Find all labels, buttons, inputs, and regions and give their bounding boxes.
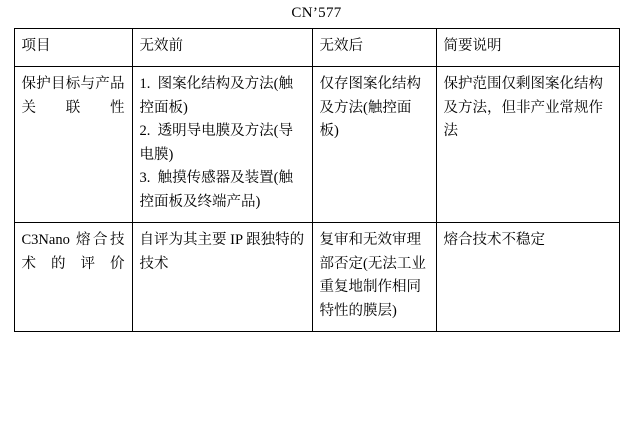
cell-text: 保护目标与产品关联性 bbox=[21, 76, 125, 116]
list-item: 1. 图案化结构及方法(触控面板) bbox=[139, 76, 293, 116]
cell-item bbox=[14, 67, 132, 223]
list-item: 3. 触摸传感器及装置(触控面板及终端产品) bbox=[139, 170, 293, 210]
column-header-note: 简要说明 bbox=[436, 29, 619, 67]
list-item: 自评为其主要 IP 跟独特的技术 bbox=[139, 232, 305, 272]
cell-text: 复审和无效审理部否定(无法工业重复地制作相同特性的膜层) bbox=[319, 232, 426, 319]
cell-text: 保护范围仅剩图案化结构及方法，但非产业常规作法 bbox=[443, 76, 603, 140]
column-header-item: 项目 bbox=[14, 29, 132, 67]
page-title: CN’577 bbox=[291, 5, 342, 21]
cell-note bbox=[436, 67, 619, 223]
table-row bbox=[14, 223, 619, 332]
cell-after bbox=[312, 67, 436, 223]
cell-note bbox=[436, 223, 619, 332]
comparison-table bbox=[14, 28, 620, 332]
table-row bbox=[14, 67, 619, 223]
cell-text: 仅存图案化结构及方法(触控面板) bbox=[319, 76, 421, 140]
cell-before bbox=[132, 223, 312, 332]
cell-text: C3Nano 熔合技术的评价 bbox=[21, 232, 125, 272]
column-header-before: 无效前 bbox=[132, 29, 312, 67]
table-header-row bbox=[14, 29, 619, 67]
cell-item bbox=[14, 223, 132, 332]
cell-before bbox=[132, 67, 312, 223]
column-header-after: 无效后 bbox=[312, 29, 436, 67]
cell-text: 熔合技术不稳定 bbox=[443, 232, 545, 249]
list-item: 2. 透明导电膜及方法(导电膜) bbox=[139, 123, 293, 163]
cell-after bbox=[312, 223, 436, 332]
